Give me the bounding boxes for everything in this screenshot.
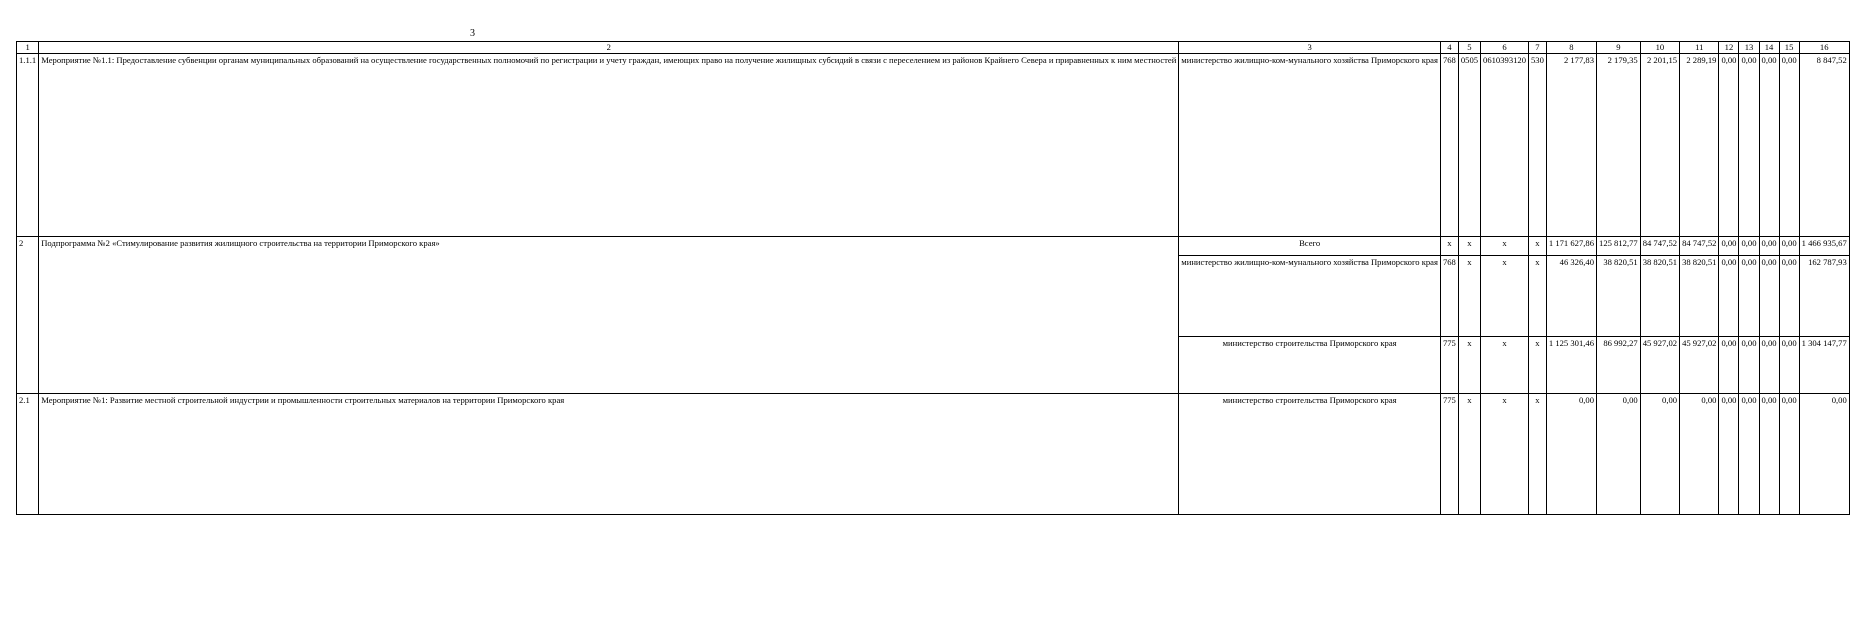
header-cell: 11 (1680, 42, 1719, 54)
header-cell: 12 (1719, 42, 1739, 54)
amount-cell: 0,00 (1546, 394, 1596, 515)
amount-cell: 86 992,27 (1597, 337, 1641, 394)
code-cell: 0505 (1458, 54, 1480, 237)
amount-cell: 0,00 (1719, 394, 1739, 515)
table-row (17, 54, 1850, 237)
executor: министерство жилищно-ком-мунального хозяйства Приморского края (1179, 54, 1441, 237)
code-cell: 768 (1440, 54, 1458, 237)
amount-cell: 0,00 (1719, 54, 1739, 237)
amount-cell: 84 747,52 (1640, 237, 1679, 256)
code-cell: 775 (1440, 337, 1458, 394)
amount-cell: 38 820,51 (1640, 256, 1679, 337)
total-cell: 1 304 147,77 (1799, 337, 1849, 394)
amount-cell: 0,00 (1739, 256, 1759, 337)
header-cell: 13 (1739, 42, 1759, 54)
amount-cell: 0,00 (1739, 237, 1759, 256)
header-cell: 14 (1759, 42, 1779, 54)
amount-cell: 0,00 (1719, 256, 1739, 337)
header-cell: 16 (1799, 42, 1849, 54)
amount-cell: 0,00 (1779, 256, 1799, 337)
amount-cell: 1 125 301,46 (1546, 337, 1596, 394)
header-cell: 2 (39, 42, 1179, 54)
code-cell: x (1481, 237, 1529, 256)
amount-cell: 38 820,51 (1680, 256, 1719, 337)
code-cell: x (1529, 394, 1547, 515)
code-cell: x (1481, 256, 1529, 337)
row-number: 2 (17, 237, 39, 394)
total-cell: 1 466 935,67 (1799, 237, 1849, 256)
executor: министерство жилищно-ком-мунального хозяйства Приморского края (1179, 256, 1441, 337)
amount-cell: 125 812,77 (1597, 237, 1641, 256)
executor: Всего (1179, 237, 1441, 256)
amount-cell: 0,00 (1759, 337, 1779, 394)
program-name: Мероприятие №1.1: Предоставление субвенции органам муниципальных образований на осуществление государственных полномочий по регистрации и учету граждан, имеющих право на получение жилищных субсидий в связи с переселением из районов Крайнего Севера и приравненных к ним местностей (39, 54, 1179, 237)
amount-cell: 0,00 (1739, 394, 1759, 515)
header-cell: 8 (1546, 42, 1596, 54)
header-cell: 9 (1597, 42, 1641, 54)
header-cell: 6 (1481, 42, 1529, 54)
header-cell: 1 (17, 42, 39, 54)
code-cell: x (1529, 256, 1547, 337)
code-cell: x (1458, 337, 1480, 394)
header-row (17, 42, 1850, 54)
amount-cell: 0,00 (1719, 237, 1739, 256)
code-cell: x (1458, 237, 1480, 256)
amount-cell: 0,00 (1719, 337, 1739, 394)
header-cell: 4 (1440, 42, 1458, 54)
amount-cell: 84 747,52 (1680, 237, 1719, 256)
amount-cell: 0,00 (1680, 394, 1719, 515)
budget-table (16, 41, 1850, 515)
total-cell: 162 787,93 (1799, 256, 1849, 337)
amount-cell: 0,00 (1739, 337, 1759, 394)
amount-cell: 0,00 (1779, 237, 1799, 256)
program-name: Мероприятие №1: Развитие местной строительной индустрии и промышленности строительных материалов на территории Приморского края (39, 394, 1179, 515)
amount-cell: 0,00 (1759, 54, 1779, 237)
code-cell: x (1529, 237, 1547, 256)
table-row (17, 237, 1850, 256)
amount-cell: 38 820,51 (1597, 256, 1641, 337)
amount-cell: 2 177,83 (1546, 54, 1596, 237)
page-number: 3 (470, 28, 475, 39)
code-cell: x (1458, 256, 1480, 337)
amount-cell: 0,00 (1640, 394, 1679, 515)
amount-cell: 0,00 (1597, 394, 1641, 515)
code-cell: x (1440, 237, 1458, 256)
amount-cell: 46 326,40 (1546, 256, 1596, 337)
amount-cell: 2 289,19 (1680, 54, 1719, 237)
header-cell: 15 (1779, 42, 1799, 54)
table-row (17, 394, 1850, 515)
amount-cell: 0,00 (1779, 54, 1799, 237)
code-cell: 530 (1529, 54, 1547, 237)
amount-cell: 45 927,02 (1680, 337, 1719, 394)
row-number: 1.1.1 (17, 54, 39, 237)
amount-cell: 2 179,35 (1597, 54, 1641, 237)
code-cell: 768 (1440, 256, 1458, 337)
amount-cell: 0,00 (1759, 394, 1779, 515)
header-cell: 10 (1640, 42, 1679, 54)
amount-cell: 0,00 (1739, 54, 1759, 237)
amount-cell: 1 171 627,86 (1546, 237, 1596, 256)
code-cell: 0610393120 (1481, 54, 1529, 237)
code-cell: x (1529, 337, 1547, 394)
amount-cell: 0,00 (1759, 256, 1779, 337)
code-cell: x (1458, 394, 1480, 515)
total-cell: 0,00 (1799, 394, 1849, 515)
header-cell: 3 (1179, 42, 1441, 54)
amount-cell: 0,00 (1779, 337, 1799, 394)
amount-cell: 0,00 (1779, 394, 1799, 515)
code-cell: x (1481, 394, 1529, 515)
row-number: 2.1 (17, 394, 39, 515)
code-cell: x (1481, 337, 1529, 394)
amount-cell: 0,00 (1759, 237, 1779, 256)
header-cell: 7 (1529, 42, 1547, 54)
executor: министерство строительства Приморского края (1179, 337, 1441, 394)
code-cell: 775 (1440, 394, 1458, 515)
amount-cell: 45 927,02 (1640, 337, 1679, 394)
total-cell: 8 847,52 (1799, 54, 1849, 237)
amount-cell: 2 201,15 (1640, 54, 1679, 237)
header-cell: 5 (1458, 42, 1480, 54)
program-name: Подпрограмма №2 «Стимулирование развития жилищного строительства на территории Приморского края» (39, 237, 1179, 394)
executor: министерство строительства Приморского края (1179, 394, 1441, 515)
